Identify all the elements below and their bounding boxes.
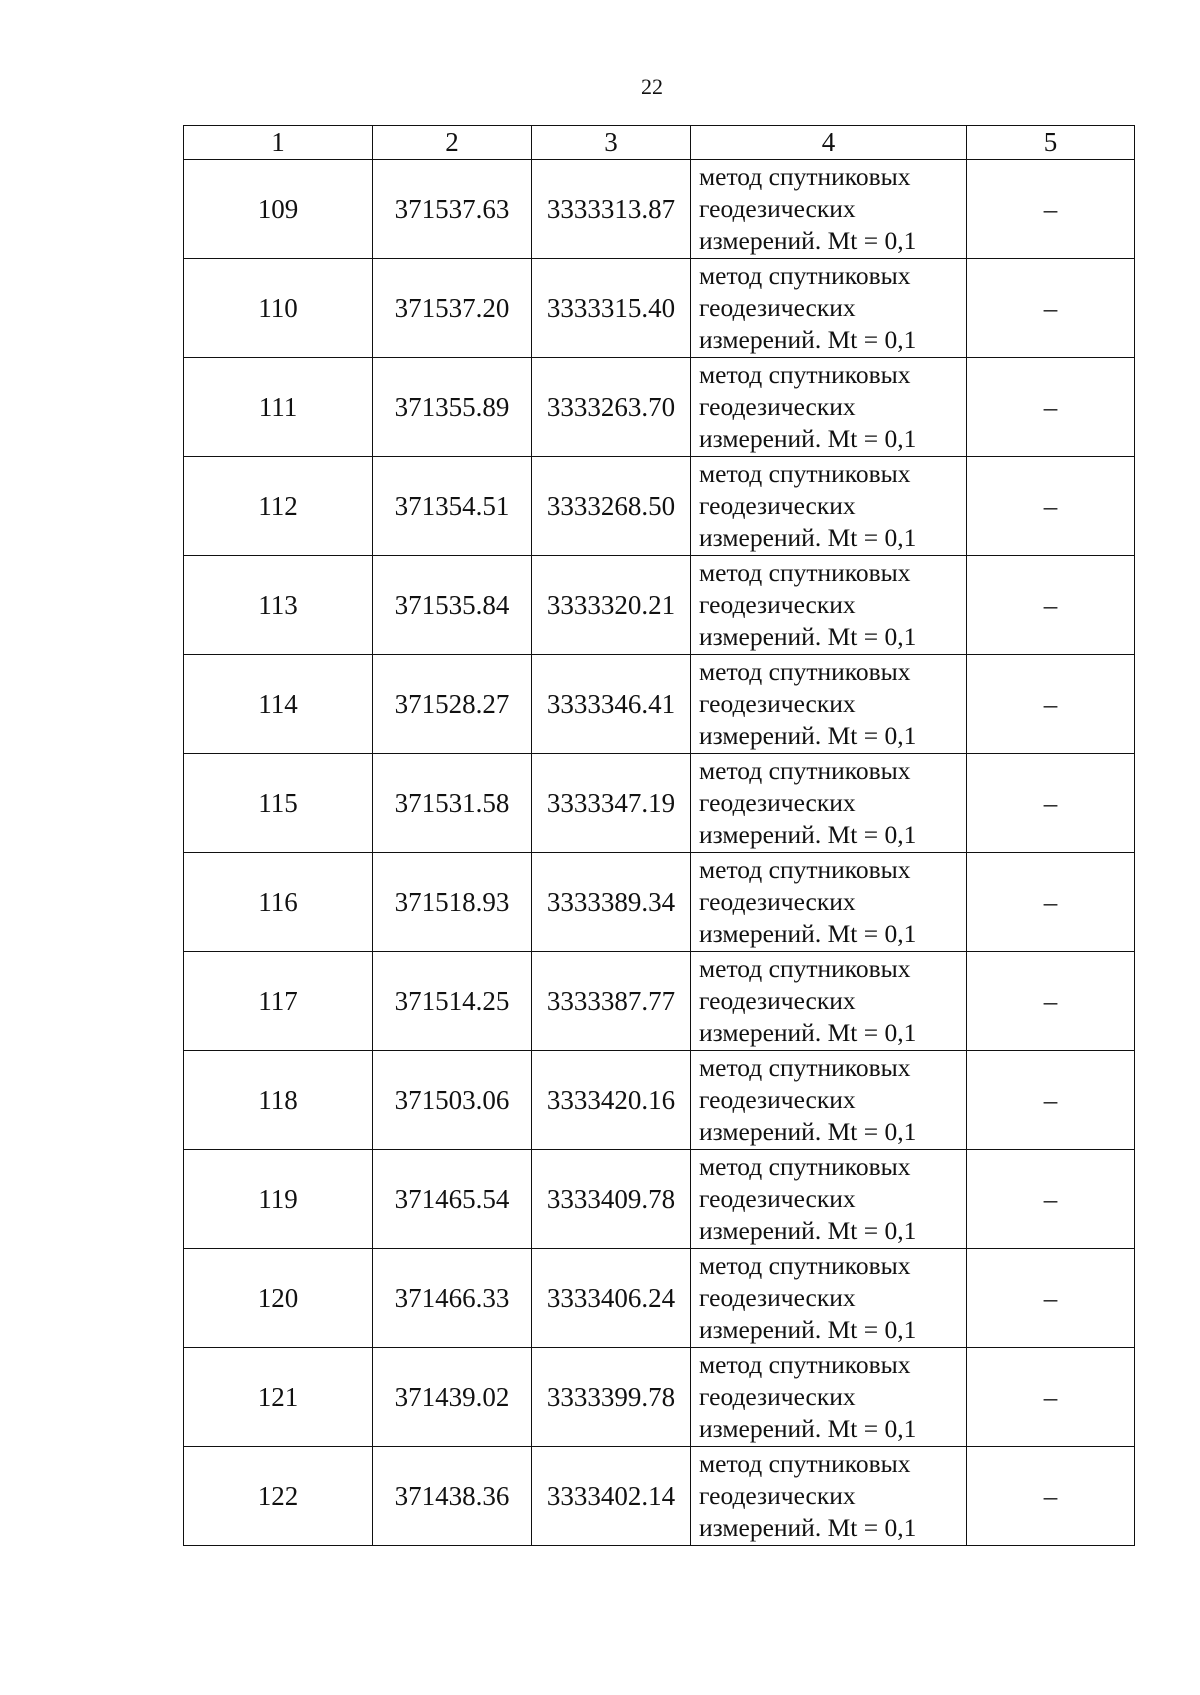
note-cell: –: [967, 1051, 1135, 1150]
y-coordinate-cell: 3333313.87: [532, 160, 691, 259]
x-coordinate-cell: 371355.89: [373, 358, 532, 457]
method-description-line: измерений. Mt = 0,1: [699, 1315, 917, 1344]
table-body: [184, 160, 1135, 1546]
y-coordinate-cell: 3333389.34: [532, 853, 691, 952]
note-cell: –: [967, 1150, 1135, 1249]
page-number: 22: [641, 74, 663, 99]
method-description-cell: [691, 358, 967, 457]
method-description-cell: [691, 1150, 967, 1249]
x-coordinate-cell: 371531.58: [373, 754, 532, 853]
point-number-cell: 112: [184, 457, 373, 556]
method-description-line: измерений. Mt = 0,1: [699, 523, 917, 552]
table-row: [184, 754, 1135, 853]
method-description-line: геодезических: [699, 1481, 856, 1510]
header-col-4: 4: [691, 126, 967, 160]
table-row: [184, 1051, 1135, 1150]
method-description-line: геодезических: [699, 293, 856, 322]
y-coordinate-cell: 3333402.14: [532, 1447, 691, 1546]
x-coordinate-cell: 371537.20: [373, 259, 532, 358]
y-coordinate-cell: 3333263.70: [532, 358, 691, 457]
note-cell: –: [967, 259, 1135, 358]
table-header: [184, 126, 1135, 160]
point-number-cell: 122: [184, 1447, 373, 1546]
method-description-line: метод спутниковых: [699, 162, 911, 191]
method-description-line: метод спутниковых: [699, 360, 911, 389]
note-cell: –: [967, 655, 1135, 754]
note-cell: –: [967, 457, 1135, 556]
method-description-cell: [691, 556, 967, 655]
point-number-cell: 120: [184, 1249, 373, 1348]
x-coordinate-cell: 371439.02: [373, 1348, 532, 1447]
method-description-cell: [691, 1348, 967, 1447]
method-description-cell: [691, 160, 967, 259]
method-description-line: геодезических: [699, 194, 856, 223]
x-coordinate-cell: 371503.06: [373, 1051, 532, 1150]
method-description-line: метод спутниковых: [699, 756, 911, 785]
method-description-line: метод спутниковых: [699, 261, 911, 290]
point-number-cell: 111: [184, 358, 373, 457]
note-cell: –: [967, 754, 1135, 853]
x-coordinate-cell: 371514.25: [373, 952, 532, 1051]
method-description-line: геодезических: [699, 1283, 856, 1312]
point-number-cell: 121: [184, 1348, 373, 1447]
coordinates-table: [183, 125, 1135, 1546]
note-cell: –: [967, 160, 1135, 259]
method-description-line: геодезических: [699, 788, 856, 817]
y-coordinate-cell: 3333268.50: [532, 457, 691, 556]
note-cell: –: [967, 358, 1135, 457]
method-description-line: метод спутниковых: [699, 954, 911, 983]
method-description-cell: [691, 1249, 967, 1348]
x-coordinate-cell: 371535.84: [373, 556, 532, 655]
method-description-cell: [691, 952, 967, 1051]
table-row: [184, 655, 1135, 754]
method-description-line: метод спутниковых: [699, 855, 911, 884]
point-number-cell: 116: [184, 853, 373, 952]
table-row: [184, 952, 1135, 1051]
y-coordinate-cell: 3333347.19: [532, 754, 691, 853]
x-coordinate-cell: 371518.93: [373, 853, 532, 952]
note-cell: –: [967, 853, 1135, 952]
method-description-line: метод спутниковых: [699, 459, 911, 488]
method-description-line: измерений. Mt = 0,1: [699, 721, 917, 750]
method-description-line: метод спутниковых: [699, 1152, 911, 1181]
table-row: [184, 556, 1135, 655]
method-description-line: метод спутниковых: [699, 657, 911, 686]
method-description-cell: [691, 1051, 967, 1150]
y-coordinate-cell: 3333387.77: [532, 952, 691, 1051]
method-description-line: геодезических: [699, 1085, 856, 1114]
method-description-line: геодезических: [699, 392, 856, 421]
table-row: [184, 160, 1135, 259]
point-number-cell: 119: [184, 1150, 373, 1249]
table-row: [184, 853, 1135, 952]
note-cell: –: [967, 1348, 1135, 1447]
point-number-cell: 117: [184, 952, 373, 1051]
method-description-line: метод спутниковых: [699, 1350, 911, 1379]
y-coordinate-cell: 3333406.24: [532, 1249, 691, 1348]
y-coordinate-cell: 3333315.40: [532, 259, 691, 358]
table-row: [184, 1447, 1135, 1546]
method-description-line: измерений. Mt = 0,1: [699, 1414, 917, 1443]
point-number-cell: 118: [184, 1051, 373, 1150]
method-description-line: измерений. Mt = 0,1: [699, 919, 917, 948]
note-cell: –: [967, 1447, 1135, 1546]
point-number-cell: 113: [184, 556, 373, 655]
method-description-line: измерений. Mt = 0,1: [699, 1117, 917, 1146]
y-coordinate-cell: 3333399.78: [532, 1348, 691, 1447]
y-coordinate-cell: 3333420.16: [532, 1051, 691, 1150]
method-description-line: измерений. Mt = 0,1: [699, 226, 917, 255]
method-description-line: измерений. Mt = 0,1: [699, 1513, 917, 1542]
x-coordinate-cell: 371438.36: [373, 1447, 532, 1546]
header-col-1: 1: [184, 126, 373, 160]
x-coordinate-cell: 371537.63: [373, 160, 532, 259]
point-number-cell: 114: [184, 655, 373, 754]
method-description-cell: [691, 754, 967, 853]
method-description-cell: [691, 1447, 967, 1546]
method-description-line: метод спутниковых: [699, 1449, 911, 1478]
note-cell: –: [967, 952, 1135, 1051]
table-row: [184, 358, 1135, 457]
table-row: [184, 457, 1135, 556]
method-description-line: геодезических: [699, 1184, 856, 1213]
table-row: [184, 259, 1135, 358]
header-col-5: 5: [967, 126, 1135, 160]
method-description-cell: [691, 259, 967, 358]
method-description-line: измерений. Mt = 0,1: [699, 1018, 917, 1047]
x-coordinate-cell: 371354.51: [373, 457, 532, 556]
method-description-line: измерений. Mt = 0,1: [699, 820, 917, 849]
header-col-3: 3: [532, 126, 691, 160]
method-description-line: геодезических: [699, 689, 856, 718]
x-coordinate-cell: 371466.33: [373, 1249, 532, 1348]
method-description-line: измерений. Mt = 0,1: [699, 424, 917, 453]
x-coordinate-cell: 371465.54: [373, 1150, 532, 1249]
method-description-line: геодезических: [699, 491, 856, 520]
point-number-cell: 109: [184, 160, 373, 259]
y-coordinate-cell: 3333320.21: [532, 556, 691, 655]
table-row: [184, 1348, 1135, 1447]
point-number-cell: 115: [184, 754, 373, 853]
header-row: [184, 126, 1135, 160]
method-description-line: метод спутниковых: [699, 1251, 911, 1280]
method-description-line: метод спутниковых: [699, 1053, 911, 1082]
note-cell: –: [967, 1249, 1135, 1348]
method-description-line: измерений. Mt = 0,1: [699, 1216, 917, 1245]
method-description-cell: [691, 655, 967, 754]
header-col-2: 2: [373, 126, 532, 160]
table-row: [184, 1249, 1135, 1348]
method-description-line: геодезических: [699, 986, 856, 1015]
method-description-line: измерений. Mt = 0,1: [699, 622, 917, 651]
method-description-line: геодезических: [699, 590, 856, 619]
y-coordinate-cell: 3333346.41: [532, 655, 691, 754]
note-cell: –: [967, 556, 1135, 655]
point-number-cell: 110: [184, 259, 373, 358]
method-description-line: измерений. Mt = 0,1: [699, 325, 917, 354]
method-description-cell: [691, 457, 967, 556]
method-description-line: геодезических: [699, 887, 856, 916]
method-description-line: метод спутниковых: [699, 558, 911, 587]
method-description-cell: [691, 853, 967, 952]
x-coordinate-cell: 371528.27: [373, 655, 532, 754]
method-description-line: геодезических: [699, 1382, 856, 1411]
y-coordinate-cell: 3333409.78: [532, 1150, 691, 1249]
table-row: [184, 1150, 1135, 1249]
